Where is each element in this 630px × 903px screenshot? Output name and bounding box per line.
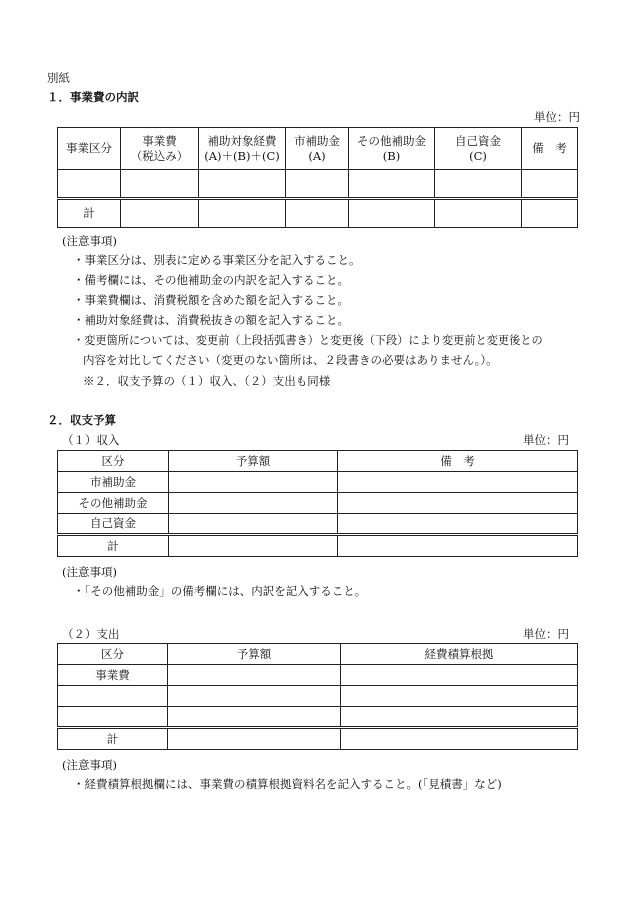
table-header-row xyxy=(58,644,578,665)
total-label: 計 xyxy=(58,535,169,557)
table-header-row xyxy=(58,128,578,170)
table-row xyxy=(58,514,578,535)
total-city-subsidy[interactable] xyxy=(286,199,349,228)
notes-title: (注意事項) xyxy=(62,234,117,248)
header-category: 区分 xyxy=(58,644,168,665)
expense-title: （２）支出 xyxy=(62,627,120,641)
cell-budget[interactable] xyxy=(168,686,341,707)
note-item: ・事業区分は、別表に定める事業区分を記入すること。 xyxy=(73,253,361,267)
cell-cost-basis[interactable] xyxy=(341,665,578,686)
header-city-subsidy: 市補助金 (A) xyxy=(286,128,349,170)
income-table xyxy=(57,450,578,557)
cell-budget[interactable] xyxy=(169,514,338,535)
total-label: 計 xyxy=(58,199,121,228)
header-cost-basis: 経費積算根拠 xyxy=(341,644,578,665)
income-title: （１）収入 xyxy=(62,433,120,447)
notes-title: (注意事項) xyxy=(62,758,117,772)
row-label: 事業費 xyxy=(58,665,168,686)
total-row xyxy=(58,535,578,557)
table-row xyxy=(58,665,578,686)
expense-unit: 単位：円 xyxy=(523,627,569,641)
table-row xyxy=(58,707,578,728)
total-own-funds[interactable] xyxy=(435,199,522,228)
total-remarks[interactable] xyxy=(338,535,578,557)
note-item: ・補助対象経費は、消費税抜きの額を記入すること。 xyxy=(73,313,349,327)
total-budget[interactable] xyxy=(168,728,341,750)
cell-category[interactable] xyxy=(58,170,121,199)
cell-other-subsidy[interactable] xyxy=(349,170,435,199)
table-header-row xyxy=(58,451,578,472)
header-eligible-cost: 補助対象経費 (A)＋(B)＋(C) xyxy=(199,128,286,170)
total-other-subsidy[interactable] xyxy=(349,199,435,228)
cell-project-cost[interactable] xyxy=(121,170,199,199)
cell-remarks[interactable] xyxy=(338,514,578,535)
cell-budget[interactable] xyxy=(169,493,338,514)
table-row xyxy=(58,472,578,493)
header-own-funds: 自己資金 (C) xyxy=(435,128,522,170)
cell-eligible-cost[interactable] xyxy=(199,170,286,199)
header-other-subsidy: その他補助金 (B) xyxy=(349,128,435,170)
total-row xyxy=(58,728,578,750)
header-remarks: 備 考 xyxy=(522,128,578,170)
total-cost-basis[interactable] xyxy=(341,728,578,750)
cell-budget[interactable] xyxy=(168,665,341,686)
total-row xyxy=(58,199,578,228)
cell-cost-basis[interactable] xyxy=(341,686,578,707)
cell-cost-basis[interactable] xyxy=(341,707,578,728)
section-1-unit: 単位：円 xyxy=(534,110,580,124)
row-label: 市補助金 xyxy=(58,472,169,493)
document-label: 別紙 xyxy=(47,71,70,85)
note-item: ・事業費欄は、消費税額を含めた額を記入すること。 xyxy=(73,293,349,307)
section-1-heading: １．事業費の内訳 xyxy=(47,90,139,104)
expenditure-table xyxy=(57,643,578,750)
cell-remarks[interactable] xyxy=(338,493,578,514)
note-item: ・変更箇所については、変更前（上段括弧書き）と変更後（下段）により変更前と変更後との xyxy=(73,334,543,347)
note-item-continued: 内容を対比してください（変更のない箇所は、２段書きの必要はありません。）。 xyxy=(83,353,498,367)
notes-title: (注意事項) xyxy=(62,565,117,579)
total-eligible-cost[interactable] xyxy=(199,199,286,228)
note-item: ・経費積算根拠欄には、事業費の積算根拠資料名を記入すること。(「見積書」など) xyxy=(73,777,502,791)
row-label[interactable] xyxy=(58,686,168,707)
total-remarks[interactable] xyxy=(522,199,578,228)
total-project-cost[interactable] xyxy=(121,199,199,228)
note-item: ・「その他補助金」の備考欄には、内訳を記入すること。 xyxy=(73,584,367,598)
header-budget: 予算額 xyxy=(168,644,341,665)
total-budget[interactable] xyxy=(169,535,338,557)
table-row xyxy=(58,493,578,514)
cell-remarks[interactable] xyxy=(522,170,578,199)
row-label[interactable] xyxy=(58,707,168,728)
header-category: 事業区分 xyxy=(58,128,121,170)
cell-city-subsidy[interactable] xyxy=(286,170,349,199)
row-label: その他補助金 xyxy=(58,493,169,514)
income-unit: 単位：円 xyxy=(523,433,569,447)
cell-budget[interactable] xyxy=(168,707,341,728)
cell-own-funds[interactable] xyxy=(435,170,522,199)
section-2-heading: ２．収支予算 xyxy=(47,413,116,427)
header-remarks: 備 考 xyxy=(338,451,578,472)
note-item: ・備考欄には、その他補助金の内訳を記入すること。 xyxy=(73,273,349,287)
expense-breakdown-table xyxy=(57,127,578,228)
table-row xyxy=(58,170,578,199)
table-row xyxy=(58,686,578,707)
row-label: 自己資金 xyxy=(58,514,169,535)
note-remark: ※２．収支予算の（１）収入、（２）支出も同様 xyxy=(83,374,331,388)
cell-remarks[interactable] xyxy=(338,472,578,493)
header-project-cost: 事業費 （税込み） xyxy=(121,128,199,170)
header-category: 区分 xyxy=(58,451,169,472)
header-budget: 予算額 xyxy=(169,451,338,472)
total-label: 計 xyxy=(58,728,168,750)
cell-budget[interactable] xyxy=(169,472,338,493)
